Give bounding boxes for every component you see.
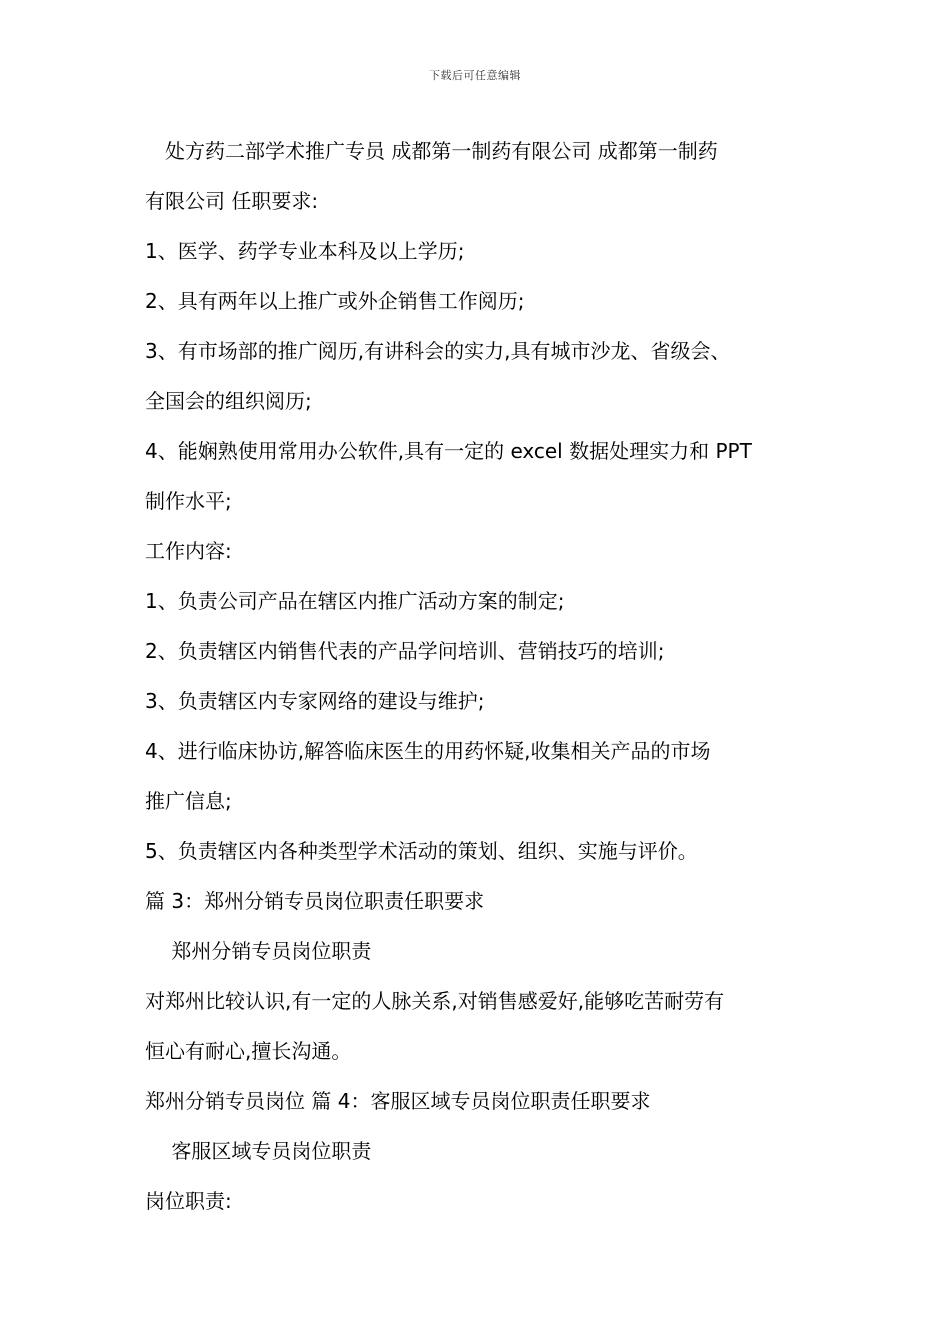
body-line: 4、能娴熟使用常用办公软件,具有一定的 excel 数据处理实力和 PPT (145, 439, 752, 463)
document-body (145, 132, 825, 1232)
body-line: 处方药二部学术推广专员 成都第一制药有限公司 成都第一制药 (145, 139, 718, 163)
body-line: 全国会的组织阅历; (145, 389, 312, 413)
body-line: 恒心有耐心,擅长沟通。 (145, 1039, 352, 1063)
body-line: 3、负责辖区内专家网络的建设与维护; (145, 689, 485, 713)
section-heading: 篇 3：郑州分销专员岗位职责任职要求 (145, 889, 485, 913)
body-line: 客服区域专员岗位职责 (145, 1139, 372, 1163)
body-line: 2、具有两年以上推广或外企销售工作阅历; (145, 289, 525, 313)
body-line: 郑州分销专员岗位 篇 4：客服区域专员岗位职责任职要求 (145, 1089, 651, 1113)
body-line: 3、有市场部的推广阅历,有讲科会的实力,具有城市沙龙、省级会、 (145, 339, 731, 363)
header-note: 下载后可任意编辑 (429, 69, 521, 82)
body-line: 岗位职责: (145, 1189, 232, 1213)
body-line: 工作内容: (145, 539, 232, 563)
body-line: 2、负责辖区内销售代表的产品学问培训、营销技巧的培训; (145, 639, 665, 663)
body-line: 制作水平; (145, 489, 232, 513)
body-line: 5、负责辖区内各种类型学术活动的策划、组织、实施与评价。 (145, 839, 698, 863)
body-line: 4、进行临床协访,解答临床医生的用药怀疑,收集相关产品的市场 (145, 739, 711, 763)
body-line: 1、负责公司产品在辖区内推广活动方案的制定; (145, 589, 565, 613)
body-line: 推广信息; (145, 789, 232, 813)
body-line: 郑州分销专员岗位职责 (145, 939, 372, 963)
body-line: 对郑州比较认识,有一定的人脉关系,对销售感爱好,能够吃苦耐劳有 (145, 989, 725, 1013)
body-line: 1、医学、药学专业本科及以上学历; (145, 239, 465, 263)
body-line: 有限公司 任职要求: (145, 189, 319, 213)
